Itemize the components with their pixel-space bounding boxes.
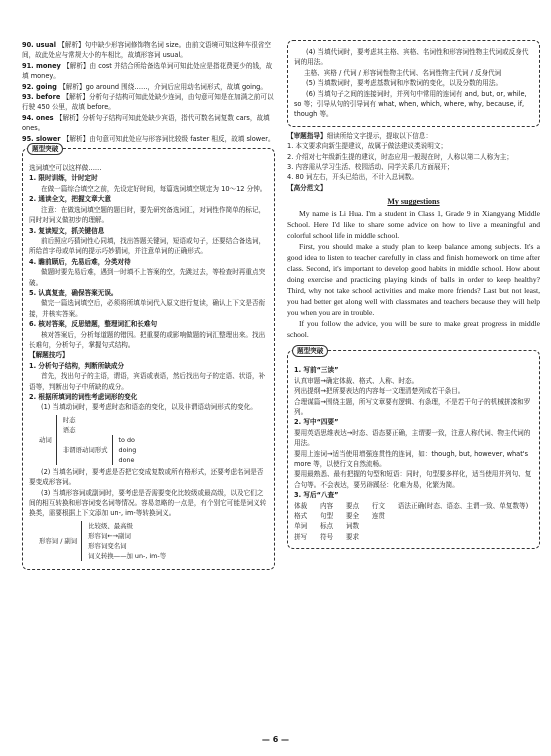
solve-steps xyxy=(29,361,268,413)
answer-tag: 【解析】 xyxy=(62,93,89,102)
essay-paragraph: First, you should make a study plan to keep balance among subjects. It's a good idea to listen to teacher carefully in class and finish homework on time after class. Second, it's important to develop good habits in middle school. How about doing exercise and practicing playing kinds of balls in order to keep healthy? Third, why not take school activities and make more friends? Last but not least, you had better get along well with classmates and teachers because they will help you when you are in trouble. xyxy=(287,242,540,318)
tip-steps xyxy=(29,173,268,350)
verb-tree-child: 语态 xyxy=(62,425,76,434)
essay-title: My suggestions xyxy=(387,197,440,207)
check-cell: 单词 xyxy=(294,522,308,531)
verb-tree-child: 时态 xyxy=(62,415,76,424)
model-title: 【高分范文】 xyxy=(287,183,327,192)
guide-items xyxy=(287,141,540,183)
check-cell: 标点 xyxy=(319,522,334,531)
answer-tag: 【解析】 xyxy=(62,134,90,143)
check-cell: 词数 xyxy=(345,522,360,531)
tip-more-2: (3) 当填形容词或副词时，要考虑是否需要变化比较级或最高级，以及它们之间的相互转换和形容词变名词等情况。容易忽略的一点是，有个别它可能是词义转换类，需要根据上下文添加 un-, im-等转换词义。 xyxy=(29,488,267,518)
guide-item: 3. 内容需从学习生活、校园活动、同学关系几方面展开； xyxy=(287,163,454,172)
check-cell xyxy=(398,521,533,531)
guide-head: 细读所给文字提示，提取以下信息： xyxy=(326,131,433,140)
writing-tip-title: 2. 写中“四要” xyxy=(294,418,339,427)
guide-item: 1. 本文要求向新生提建议，故属于做法建议类说明文； xyxy=(287,142,448,151)
tip-step-title: 4. 瞻前顾后，先易后难，分类对待 xyxy=(29,257,131,266)
tip-step-body: 做完一篇选词填空后，必须将所填单词代入原文进行复读，确认上下文是否衔接，并核实答案。 xyxy=(29,299,266,318)
verb-tree-root: 动词 xyxy=(39,435,52,444)
check-cell: 行文 xyxy=(371,501,386,510)
tip-step-title: 1. 限时训练，计时定时 xyxy=(29,174,98,183)
notes-box xyxy=(287,40,540,127)
tip-step-title: 2. 通读全文，把握文章大意 xyxy=(29,195,111,204)
answer-number: 92. going xyxy=(22,82,60,91)
left-column xyxy=(22,40,275,570)
writing-tip-badge: 题型突破 xyxy=(292,345,328,357)
answer-number: 94. ones xyxy=(22,113,56,122)
check-cell: 格式 xyxy=(294,511,308,520)
answer-text: 分析句子结构可知此处缺少连词，由句意可知是在加满之前可以行驶 450 公里，故填 before。 xyxy=(22,93,274,112)
adj-tree-item: 比较级、最高级 xyxy=(88,521,133,530)
answer-item xyxy=(22,113,275,134)
tip-step-body: 注意：在做选词填空题的题目时，要先研究备选词汇，对词性作简单的标记，同时对词义做初步的理解。 xyxy=(29,205,266,225)
check-cell: 要全 xyxy=(345,511,360,520)
verb-tree xyxy=(39,415,268,465)
check-cell: 拼写 xyxy=(294,532,308,541)
solve-step-body: 首先，找出句子的主语，谓语，宾语或表语，然后找出句子的定语、状语，补语等，判断出句子中所缺的成分。 xyxy=(29,372,266,391)
note-6: (6) 当填句子之间的连接词时，并列句中常用的连词有 and, but, or, while, so 等；引导从句的引导词有 what, when, which, where, why, because, if, though 等。 xyxy=(294,89,527,119)
writing-tip-line: 要用最熟悉、最有把握的句型和短语：同时，句型要多样化，适当使用并列句、复合句等。不会表达，要另辟蹊径：化难为易，化繁为简。 xyxy=(294,470,532,489)
answer-item xyxy=(22,40,275,61)
tip-step-title: 5. 认真复查，确保答案无误。 xyxy=(29,288,118,297)
note-4: (4) 当填代词时，要考虑其主格、宾格、名词性和形容词性物主代词或反身代词的用法。 xyxy=(294,48,529,67)
answer-tag: 【解析】 xyxy=(55,113,83,122)
check-cell xyxy=(372,532,390,542)
answer-number: 95. slower xyxy=(22,134,63,143)
tip-step-body: 前后照应巧猜词性心同填，找出答题关键词，短语或句子，还要结合备选词，所给首字母或单词的提示巧妙猜词，并注意单词的正确形式。 xyxy=(29,236,266,256)
tip-step-body: 在做一篇综合填空之前，先设定好时间，每篇选词填空规定为 10～12 分钟。 xyxy=(41,184,267,193)
solve-step-body: (1) 当填动词时，要考虑时态和语态的变化，以及非谓语动词形式的变化。 xyxy=(41,403,257,412)
answer-text: 由 cost 并结合所给备选单词可知此处应是指花费更少的钱，故填 money。 xyxy=(22,61,273,81)
essay-paragraph: My name is Li Hua. I'm a student in Class 1, Grade 9 in Xiangyang Middle School. Here I'd like to share some advice on how to live a meaningful and colorful school life in middle school. xyxy=(287,209,540,241)
tip-step-body: 做题时要先易后难，遇到一时填不上答案的空，先跳过去，等检查时再重点突破。 xyxy=(29,268,266,287)
writing-tip-title: 1. 写前“三读” xyxy=(294,366,339,375)
answer-number: 91. money xyxy=(22,61,64,70)
adj-tree xyxy=(39,521,268,561)
check-cell: 语法正确(时态、语态、主谓一致、单复数等) xyxy=(397,501,529,510)
guide-item: 2. 介绍对七年级新生提的建议，时态应用一般现在时，人称以第二人称为主； xyxy=(287,152,513,161)
writing-tip-line: 列出提纲→把所要表达的内容每一文理清楚列成若干条目。 xyxy=(294,387,465,396)
answer-text: go around 围绕……，介词后应用动名词形式，故填 going。 xyxy=(85,82,267,91)
check-cell xyxy=(398,532,533,542)
answer-number: 90. usual xyxy=(22,41,59,49)
tip-badge: 题型突破 xyxy=(27,143,63,155)
solve-step-title: 2. 根据所填词的词性考虑词形的变化 xyxy=(29,393,138,401)
tip-step-title: 6. 核对答案，反思错题，整理词汇和长难句 xyxy=(29,320,158,329)
tip-more-1: (2) 当填名词时，要考虑是否把它变成复数或所有格形式，还要考虑名词是否要变成形容词。 xyxy=(29,467,264,487)
answer-item xyxy=(22,61,275,82)
check-cell xyxy=(372,521,390,531)
check-cell: 要点 xyxy=(345,501,360,510)
check-cell: 要求 xyxy=(345,532,360,541)
answer-item xyxy=(22,82,275,92)
page-number: — 6 — xyxy=(261,735,290,744)
answer-item xyxy=(22,92,275,113)
right-column xyxy=(287,40,540,549)
writing-tip-line: 认真审题→确定体裁、格式、人称、时态。 xyxy=(294,376,419,385)
tip-box xyxy=(22,145,275,570)
guide-section xyxy=(287,131,540,340)
answer-text: 分析句子结构可知此处缺少宾语，指代可数名词复数 cars，故填 ones。 xyxy=(22,113,270,133)
answer-text: 由句意可知此处应与形容词比较级 faster 相反，故填 slower。 xyxy=(89,134,275,143)
verb-form: doing xyxy=(118,445,137,454)
check-cell xyxy=(398,511,533,521)
answer-tag: 【解析】 xyxy=(58,41,85,49)
answer-tag: 【解析】 xyxy=(63,61,90,70)
pronoun-tree: 主格、宾格 / 代词 / 形容词性物主代词、名词性物主代词 / 反身代词 xyxy=(304,68,502,77)
writing-tip-line: 要用英语思维表达→时态、语态要正确，主谓要一致，注意人称代词、物主代词的用法。 xyxy=(294,428,531,448)
writing-tip-sections xyxy=(294,365,533,500)
verb-tree-child: 非谓语动词形式 xyxy=(62,445,108,454)
note-5: (5) 当填数词时，要考虑基数词和序数词的变化，以及分数的用法。 xyxy=(306,79,503,88)
essay-body xyxy=(287,208,540,340)
answer-text: 句中缺少形容词修饰物名词 size。由前文语境可知这种车很省空间，故此处应与常规大小的车相比，故填形容词 usual。 xyxy=(22,41,271,60)
answer-item xyxy=(22,134,275,144)
adj-tree-item: 形容词←→副词 xyxy=(88,531,131,540)
check-cell: 句型 xyxy=(319,511,334,520)
check-grid xyxy=(294,501,533,543)
guide-item: 4. 80 词左右，开头已给出，不计入总词数。 xyxy=(287,173,418,182)
check-cell: 符号 xyxy=(319,532,334,541)
writing-tip-title: 3. 写后“八查” xyxy=(294,491,339,500)
check-cell: 内容 xyxy=(319,501,334,510)
solve-title: 【解题技巧】 xyxy=(29,351,69,360)
writing-tip-line: 要用上连词→适当使用增强连贯性的连词，如：though, but, however, what's more 等，以使行文自然流畅。 xyxy=(294,449,529,468)
verb-form: done xyxy=(118,455,135,464)
tip-step-title: 3. 复读短文，抓关键信息 xyxy=(29,226,105,235)
answer-tag: 【解析】 xyxy=(59,82,86,91)
check-cell: 体裁 xyxy=(294,501,308,510)
adj-tree-root: 形容词 / 副词 xyxy=(39,536,78,545)
check-cell: 连贯 xyxy=(371,511,386,520)
writing-tip-box xyxy=(287,347,540,549)
adj-tree-item: 词义转换——加 un-, im-等 xyxy=(88,551,167,560)
guide-title: 【审题指导】 xyxy=(287,131,327,140)
answer-list xyxy=(22,40,275,144)
essay-paragraph: If you follow the advice, you will be sure to make great progress in middle school. xyxy=(287,319,540,340)
tip-step-body: 核对答案后，分析每道题的错因。把重要的或影响做题的词汇整理出来。找出长难句，分析句子，掌握句式结构。 xyxy=(29,330,266,349)
adj-tree-item: 形容词变名词 xyxy=(88,541,127,550)
tip-intro: 选词填空可以这样做…… xyxy=(29,164,102,173)
answer-number: 93. before xyxy=(22,93,63,102)
solve-step-title: 1. 分析句子结构，判断所缺成分 xyxy=(29,361,125,370)
writing-tip-line: 合理谋篇→围绕主题，所写文章要有逻辑、有条理，不是若干句子的机械拼凑和罗列。 xyxy=(294,397,531,416)
verb-form: to do xyxy=(118,435,135,444)
